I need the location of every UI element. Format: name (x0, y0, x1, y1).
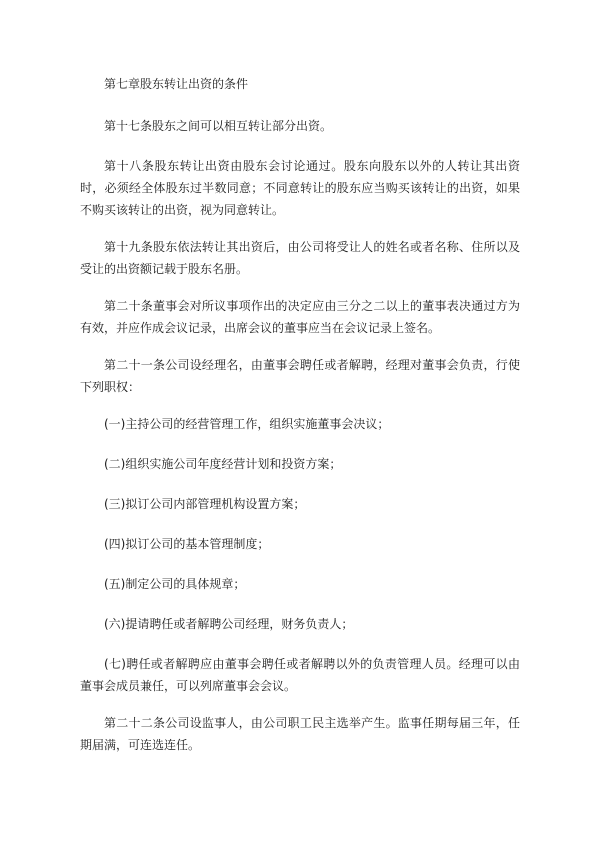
article-22-paragraph: 第二十二条公司设监事人，由公司职工民主选举产生。监事任期每届三年，任期届满，可连选连任。 (80, 716, 520, 752)
article-17-paragraph: 第十七条股东之间可以相互转让部分出资。 (104, 119, 333, 133)
duty-item-7: (七)聘任或者解聘应由董事会聘任或者解聘以外的负责管理人员。经理可以由董事会成员兼任，可以列席董事会会议。 (80, 657, 520, 693)
duty-item-5: (五)制定公司的具体规章； (104, 577, 246, 591)
duty-item-2: (二)组织实施公司年度经营计划和投资方案； (104, 457, 342, 471)
duty-item-3: (三)拟订公司内部管理机构设置方案； (104, 497, 306, 511)
article-20-paragraph: 第二十条董事会对所议事项作出的决定应由三分之二以上的董事表决通过方为有效，并应作成会议记录，出席会议的董事应当在会议记录上签名。 (80, 299, 520, 335)
article-21-paragraph: 第二十一条公司设经理名，由董事会聘任或者解聘，经理对董事会负责，行使下列职权： (80, 358, 520, 394)
duty-item-1: (一)主持公司的经营管理工作，组织实施董事会决议； (104, 417, 390, 431)
article-19-paragraph: 第十九条股东依法转让其出资后，由公司将受让人的姓名或者名称、住所以及受让的出资额记载于股东名册。 (80, 240, 520, 276)
duty-item-6: (六)提请聘任或者解聘公司经理，财务负责人； (104, 617, 354, 631)
duty-item-4: (四)拟订公司的基本管理制度； (104, 537, 270, 551)
article-18-paragraph: 第十八条股东转让出资由股东会讨论通过。股东向股东以外的人转让其出资时，必须经全体股东过半数同意；不同意转让的股东应当购买该转让的出资，如果不购买该转让的出资，视为同意转让。 (80, 159, 520, 217)
chapter-heading: 第七章股东转让出资的条件 (104, 77, 249, 91)
